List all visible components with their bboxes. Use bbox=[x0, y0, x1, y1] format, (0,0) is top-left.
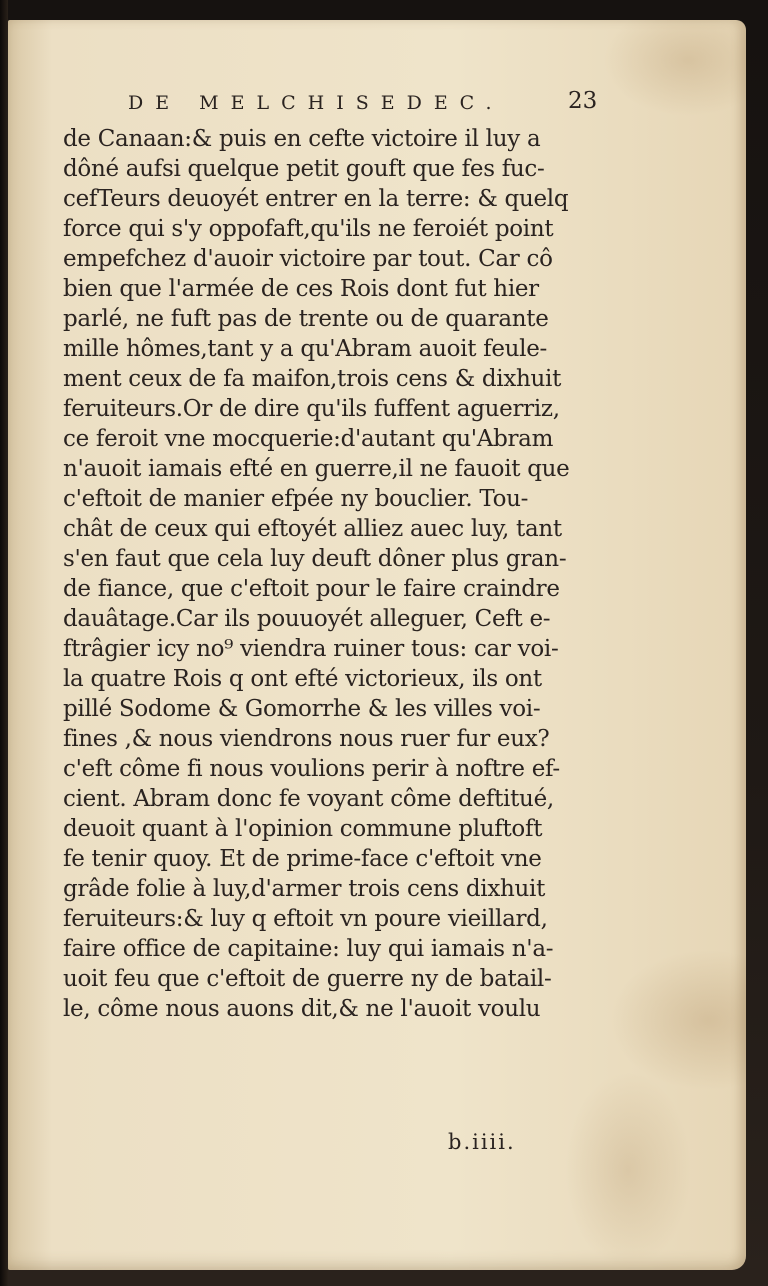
text-line: dauâtage.Car ils pouuoyét alleguer, Ceft e- bbox=[63, 606, 551, 632]
text-line: cefTeurs deuoyét entrer en la terre: & quelq bbox=[63, 186, 569, 212]
text-line: c'eft côme fi nous voulions perir à noftre ef- bbox=[63, 756, 560, 782]
text-line: de Canaan:& puis en cefte victoire il luy a bbox=[63, 126, 541, 152]
text-line: chât de ceux qui eftoyét alliez auec luy, tant bbox=[63, 516, 562, 542]
text-line: n'auoit iamais efté en guerre,il ne fauoit que bbox=[63, 456, 570, 482]
signature-mark: b.iiii. bbox=[448, 1130, 516, 1154]
text-line: la quatre Rois q ont efté victorieux, ils ont bbox=[63, 666, 542, 692]
text-line: cient. Abram donc fe voyant côme deftitué, bbox=[63, 786, 554, 812]
text-line: ce feroit vne mocquerie:d'autant qu'Abram bbox=[63, 426, 554, 452]
text-line: feruiteurs.Or de dire qu'ils fuffent aguerriz, bbox=[63, 396, 560, 422]
text-line: pillé Sodome & Gomorrhe & les villes voi- bbox=[63, 696, 541, 722]
text-line: ftrâgier icy no⁹ viendra ruiner tous: car voi- bbox=[63, 636, 559, 662]
text-line: c'eftoit de manier efpée ny bouclier. Tou- bbox=[63, 486, 529, 512]
running-head bbox=[63, 82, 623, 122]
text-line: ment ceux de fa maifon,trois cens & dixhuit bbox=[63, 366, 562, 392]
text-line: de fiance, que c'eftoit pour le faire craindre bbox=[63, 576, 560, 602]
running-head-title: DE MELCHISEDEC. bbox=[128, 92, 504, 114]
text-line: fines ,& nous viendrons nous ruer fur eux? bbox=[63, 726, 550, 752]
text-line: dôné aufsi quelque petit gouft que fes fuc- bbox=[63, 156, 545, 182]
text-line: empefchez d'auoir victoire par tout. Car cô bbox=[63, 246, 553, 272]
text-line: fe tenir quoy. Et de prime-face c'eftoit vne bbox=[63, 846, 542, 872]
page-number: 23 bbox=[568, 88, 598, 114]
text-line: parlé, ne fuft pas de trente ou de quarante bbox=[63, 306, 549, 332]
text-line: uoit feu que c'eftoit de guerre ny de batail- bbox=[63, 966, 552, 992]
text-line: deuoit quant à l'opinion commune pluftoft bbox=[63, 816, 543, 842]
text-block bbox=[63, 82, 623, 1024]
text-line: le, côme nous auons dit,& ne l'auoit voulu bbox=[63, 996, 541, 1022]
book-binding-edge bbox=[0, 0, 8, 1286]
text-line: faire office de capitaine: luy qui iamais n'a- bbox=[63, 936, 554, 962]
text-line: grâde folie à luy,d'armer trois cens dixhuit bbox=[63, 876, 546, 902]
text-line: s'en faut que cela luy deuft dôner plus gran- bbox=[63, 546, 567, 572]
text-line: feruiteurs:& luy q eftoit vn poure vieillard, bbox=[63, 906, 548, 932]
text-line: mille hômes,tant y a qu'Abram auoit feule- bbox=[63, 336, 548, 362]
book-page bbox=[8, 20, 746, 1270]
text-line: bien que l'armée de ces Rois dont fut hier bbox=[63, 276, 539, 302]
text-line: force qui s'y oppofaft,qu'ils ne feroiét point bbox=[63, 216, 554, 242]
